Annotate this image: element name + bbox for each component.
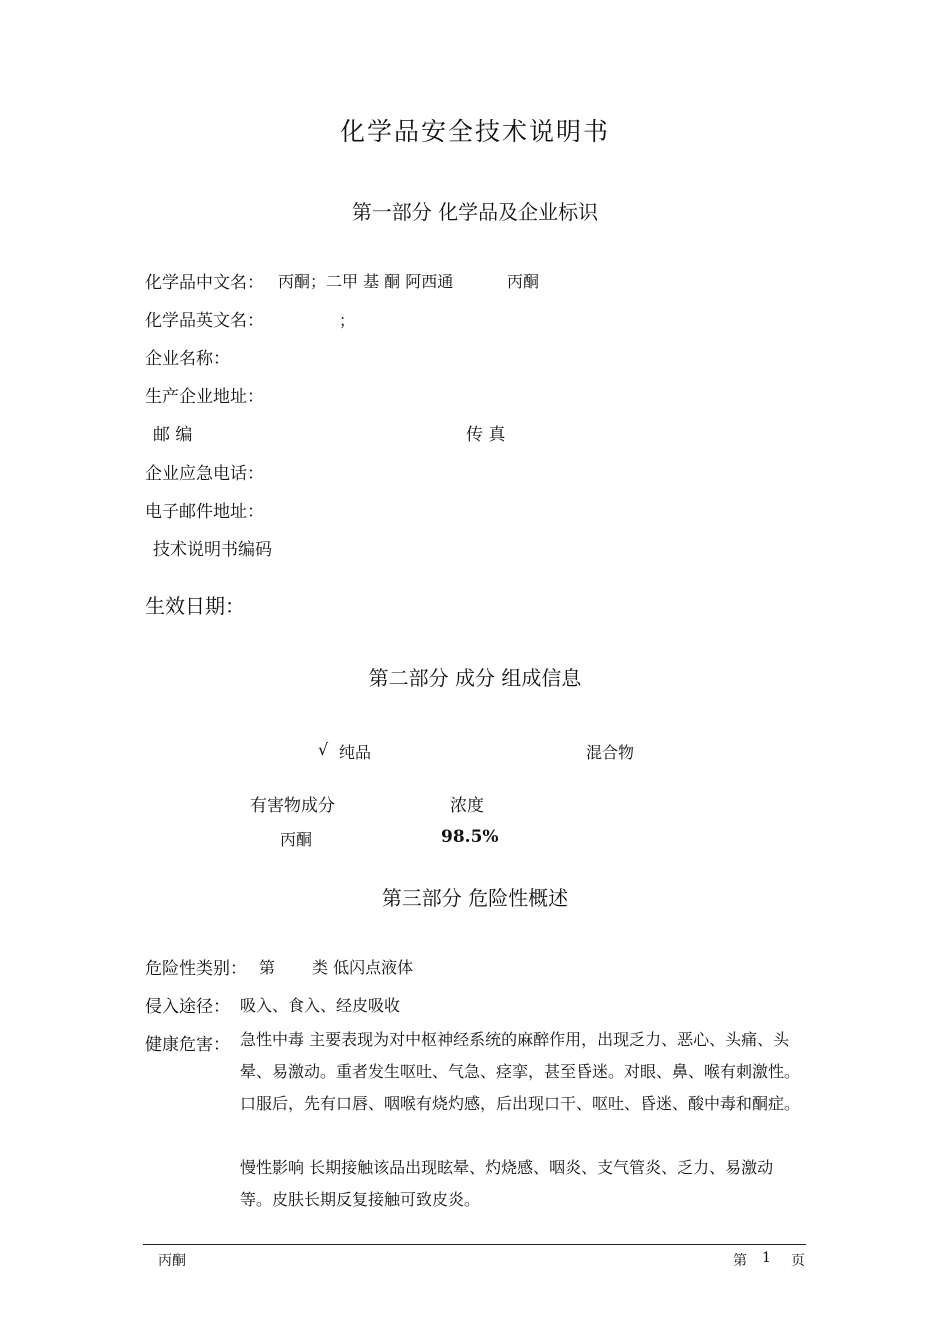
part2-heading: 第二部分 成分 组成信息 — [368, 666, 582, 690]
part3-heading: 第三部分 危险性概述 — [381, 886, 569, 910]
spec-code-label: 技术说明书编码 — [153, 540, 272, 560]
health-hazard-label: 健康危害： — [145, 1035, 230, 1055]
part1-heading: 第一部分 化学品及企业标识 — [351, 200, 599, 224]
company-label: 企业名称： — [145, 349, 230, 369]
health-acute-text: 急性中毒 主要表现为对中枢神经系统的麻醉作用，出现乏力、恶心、头痛、头晕、易激动。重者发生呕吐、气急、痉挛，甚至昏迷。对眼、鼻、喉有刺激性。口服后，先有口唇、咽喉有烧灼感，后出现口干、呕吐、昏迷、酸中毒和酮症。 — [240, 1030, 801, 1113]
footer-product-name: 丙酮 — [158, 1253, 186, 1269]
component-cell: 丙酮 — [280, 830, 313, 849]
mixture-label: 混合物 — [586, 743, 635, 762]
exposure-route-value: 吸入、食入、经皮吸收 — [240, 996, 401, 1015]
pure-checkmark: √ — [318, 740, 329, 759]
concentration-column-header: 浓度 — [450, 796, 484, 816]
fax-label: 传 真 — [466, 425, 506, 445]
health-chronic-text: 慢性影响 长期接触该品出现眩晕、灼烧感、咽炎、支气管炎、乏力、易激动等。皮肤长期反复接触可致皮炎。 — [240, 1158, 774, 1209]
cn-name-value: 丙酮；二甲 基 酮 阿西通 — [278, 272, 454, 291]
concentration-cell: 98.5% — [441, 827, 499, 847]
component-column-header: 有害物成分 — [250, 796, 335, 816]
footer-page-number: 1 — [762, 1250, 771, 1266]
document-title: 化学品安全技术说明书 — [339, 117, 610, 146]
emergency-phone-label: 企业应急电话： — [145, 464, 264, 484]
hazard-class-value-a: 第 — [259, 958, 276, 977]
effective-date-label: 生效日期： — [145, 594, 245, 618]
hazard-class-label: 危险性类别： — [145, 959, 247, 979]
email-label: 电子邮件地址： — [145, 502, 264, 522]
footer-divider — [143, 1244, 806, 1245]
pure-label: 纯品 — [339, 743, 372, 762]
footer-page-suffix: 页 — [791, 1253, 805, 1269]
en-name-value: ； — [339, 311, 356, 330]
exposure-route-label: 侵入途径： — [145, 997, 230, 1017]
footer-page-prefix: 第 — [733, 1253, 747, 1269]
cn-name-label: 化学品中文名： — [145, 273, 264, 293]
cn-name-value-2: 丙酮 — [507, 272, 540, 291]
hazard-class-value-b: 类 低闪点液体 — [312, 958, 414, 977]
address-label: 生产企业地址： — [145, 387, 264, 407]
postcode-label: 邮 编 — [153, 425, 193, 445]
en-name-label: 化学品英文名： — [145, 311, 264, 331]
